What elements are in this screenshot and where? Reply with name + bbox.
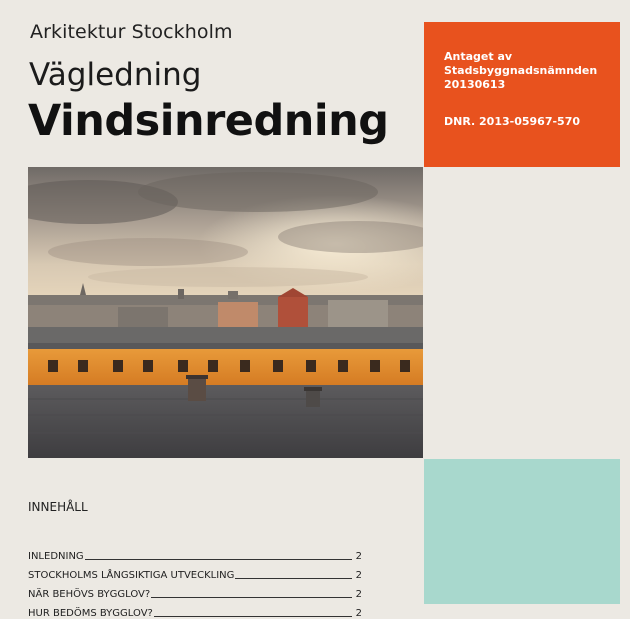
accent-box bbox=[424, 459, 620, 604]
toc-leader-line bbox=[151, 596, 352, 598]
toc-item-page: 2 bbox=[355, 608, 362, 619]
toc-leader-line bbox=[235, 577, 352, 579]
toc-item-label: STOCKHOLMS LÅNGSIKTIGA UTVECKLING bbox=[28, 570, 235, 581]
document-subtitle: Vägledning bbox=[29, 57, 202, 93]
toc-item[interactable] bbox=[28, 543, 362, 562]
table-of-contents bbox=[28, 543, 362, 619]
toc-item-page: 2 bbox=[355, 570, 362, 581]
registration-number: DNR. 2013-05967-570 bbox=[444, 115, 580, 128]
toc-item[interactable] bbox=[28, 581, 362, 600]
cover-photo bbox=[28, 167, 423, 458]
adoption-info-box bbox=[424, 22, 620, 167]
document-title: Vindsinredning bbox=[28, 96, 389, 146]
toc-item-page: 2 bbox=[355, 589, 362, 600]
toc-leader-line bbox=[85, 558, 352, 560]
adoption-text: Antaget av Stadsbyggnadsnämnden 20130613 bbox=[444, 50, 598, 91]
toc-item-label: INLEDNING bbox=[28, 551, 84, 562]
toc-item-label: HUR BEDÖMS BYGGLOV? bbox=[28, 608, 153, 619]
publisher-name: Arkitektur Stockholm bbox=[30, 21, 233, 43]
toc-heading: INNEHÅLL bbox=[28, 500, 88, 514]
toc-leader-line bbox=[154, 615, 352, 617]
toc-item-label: NÄR BEHÖVS BYGGLOV? bbox=[28, 589, 151, 600]
toc-item[interactable] bbox=[28, 562, 362, 581]
toc-item[interactable] bbox=[28, 600, 362, 619]
toc-item-page: 2 bbox=[355, 551, 362, 562]
